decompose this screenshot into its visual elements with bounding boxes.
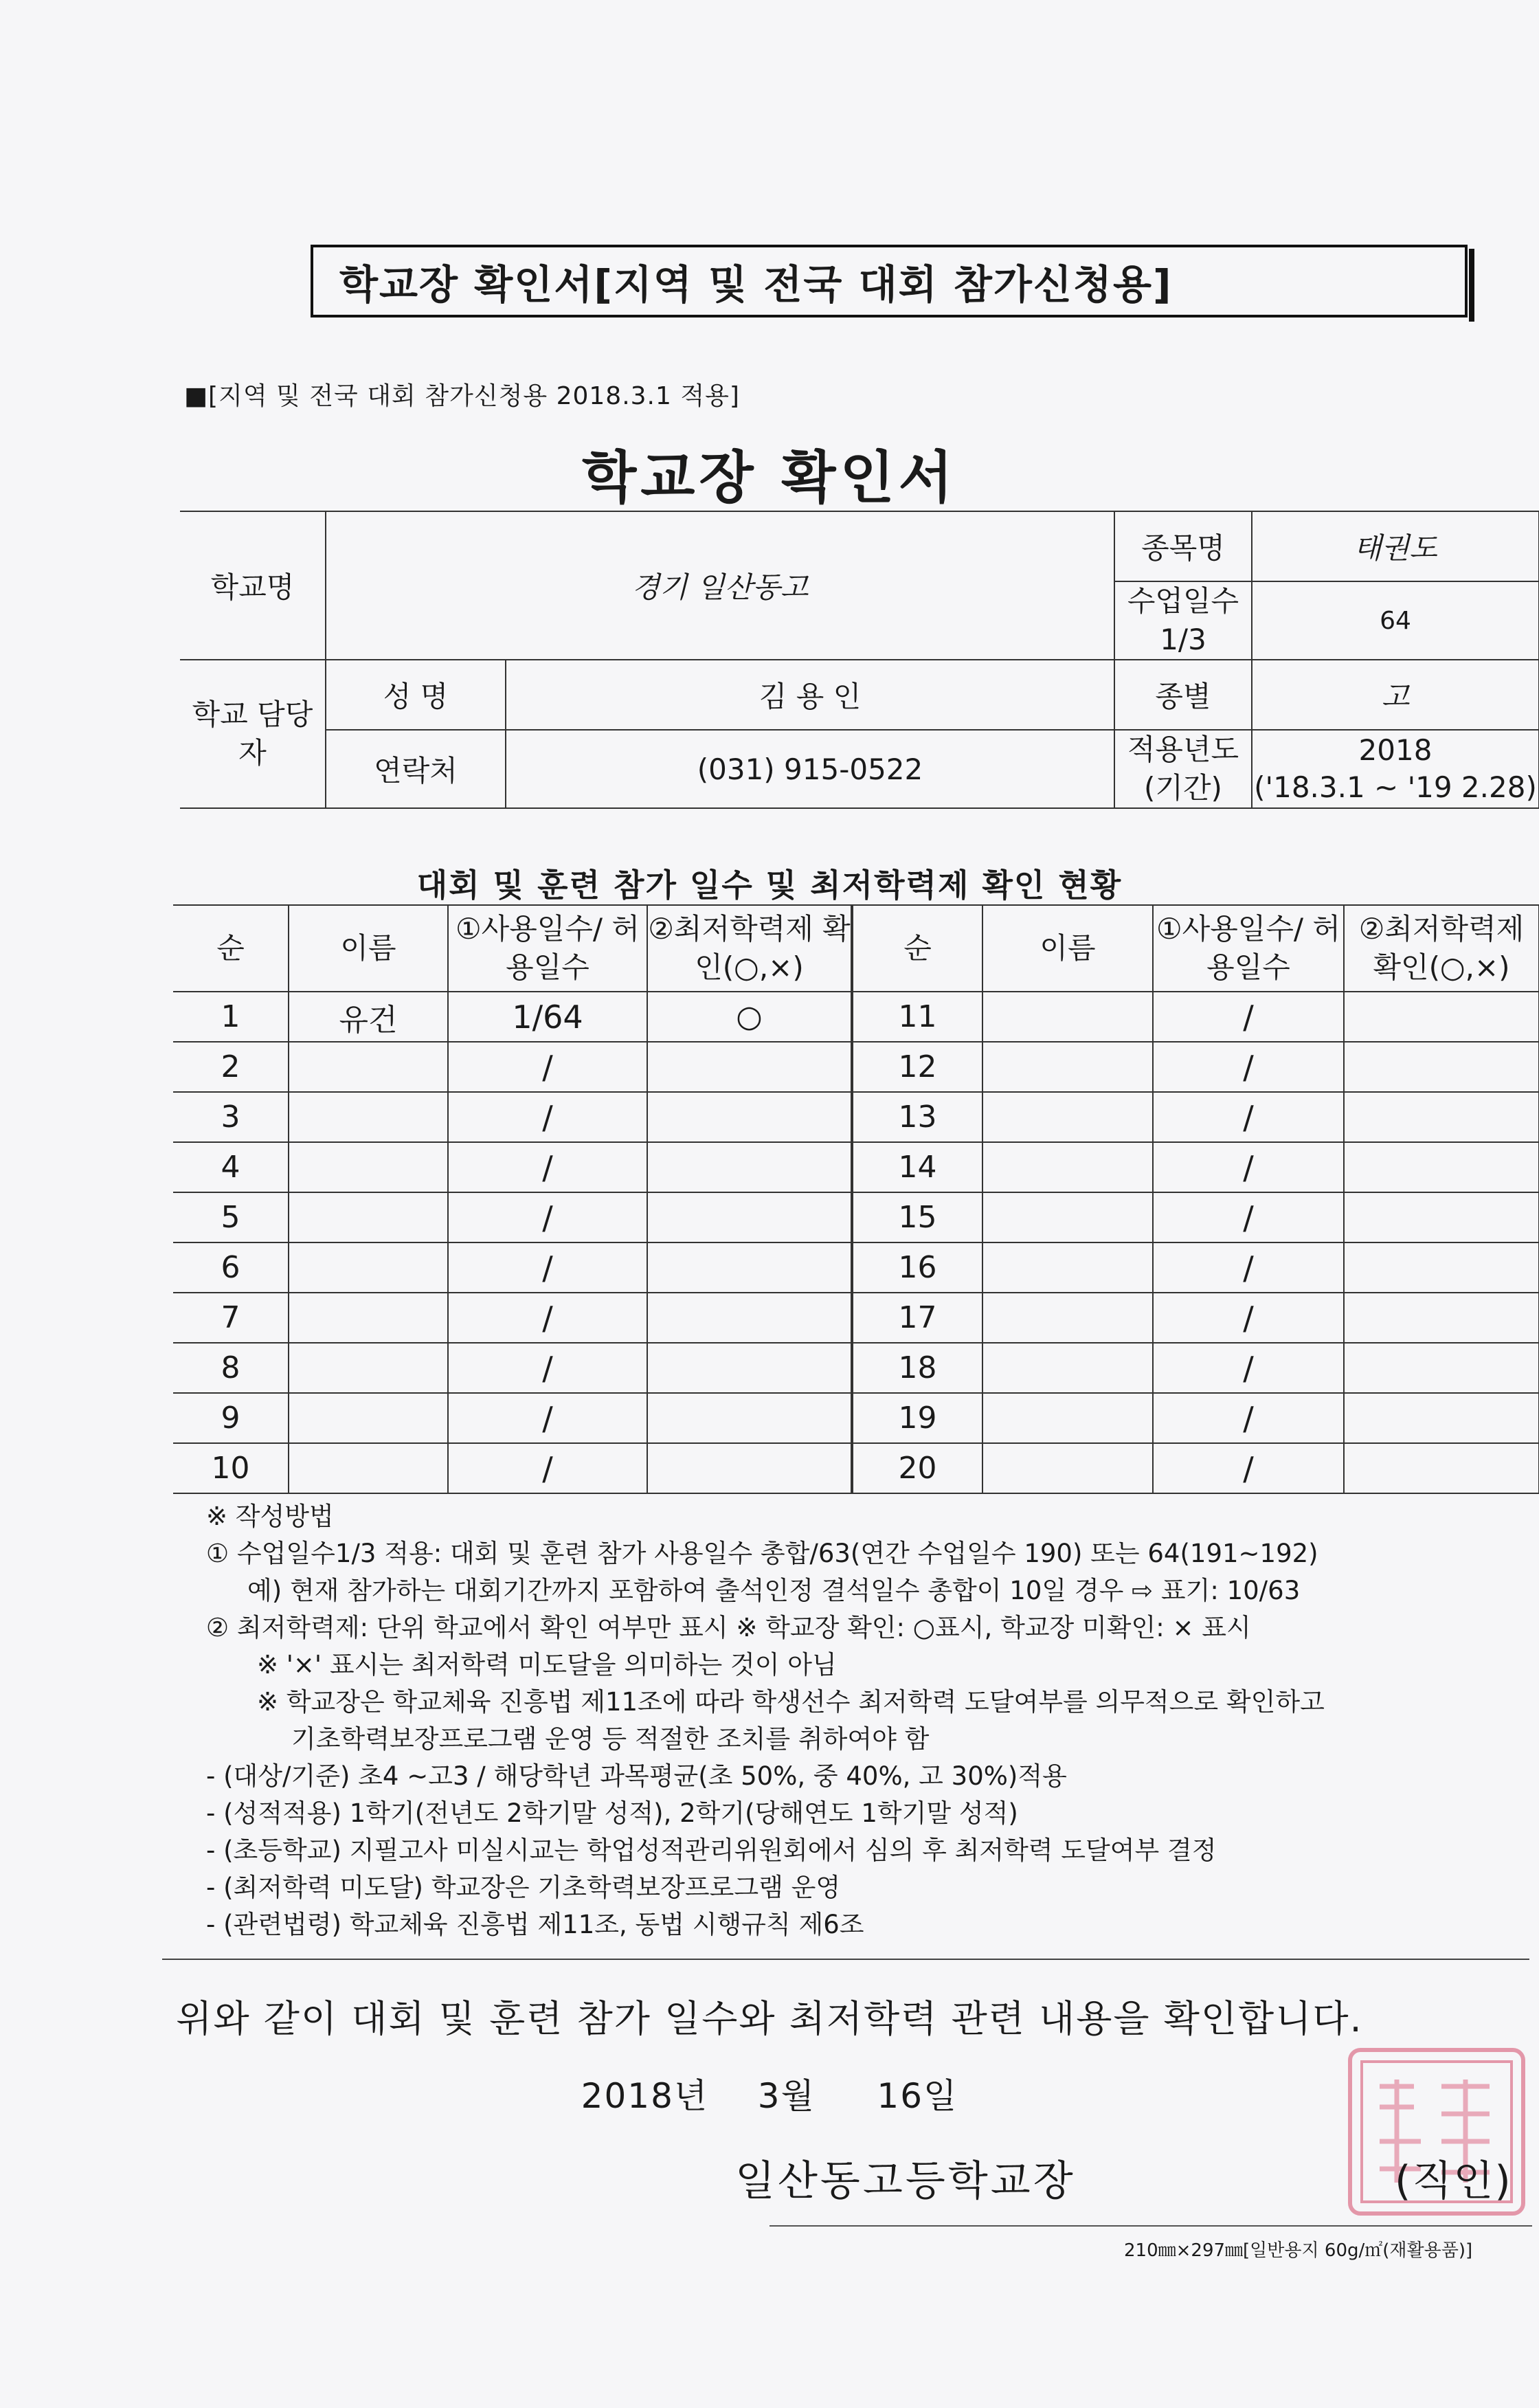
col-no-2: 순 bbox=[852, 905, 982, 992]
row-days: / bbox=[448, 1343, 647, 1393]
event-value: 태권도 bbox=[1252, 511, 1539, 581]
row-name bbox=[982, 1192, 1153, 1242]
phone-value: (031) 915-0522 bbox=[506, 730, 1114, 808]
type-label: 종별 bbox=[1114, 660, 1252, 730]
section-title: 대회 및 훈련 참가 일수 및 최저학력제 확인 현황 bbox=[416, 867, 1123, 904]
paper-spec: 210㎜×297㎜[일반용지 60g/㎡(재활용품)] bbox=[1124, 2240, 1473, 2261]
row-no: 11 bbox=[852, 992, 982, 1042]
document-title-box bbox=[311, 245, 1468, 317]
participation-rows bbox=[173, 992, 1539, 1493]
note-1b: 예) 현재 참가하는 대회기간까지 포함하여 출석인정 결석일수 총합이 10일 경우 ⇨ 표기: 10/63 bbox=[247, 1576, 1301, 1605]
note-1a: ① 수업일수1/3 적용: 대회 및 훈련 참가 사용일수 총합/63(연간 수업일수 190) 또는 64(191~192) bbox=[206, 1539, 1318, 1568]
row-no: 12 bbox=[852, 1042, 982, 1092]
row-name bbox=[289, 1393, 448, 1443]
row-mark bbox=[1344, 1192, 1539, 1242]
row-name bbox=[982, 1293, 1153, 1343]
row-mark bbox=[1344, 1092, 1539, 1142]
row-mark bbox=[647, 1092, 852, 1142]
row-days: / bbox=[1153, 1443, 1344, 1493]
row-mark bbox=[647, 1343, 852, 1393]
row-days: / bbox=[448, 1192, 647, 1242]
row-mark bbox=[1344, 1142, 1539, 1192]
table-row bbox=[173, 1293, 1539, 1343]
row-days: / bbox=[448, 1142, 647, 1192]
signature-divider bbox=[769, 2225, 1532, 2227]
row-no: 17 bbox=[852, 1293, 982, 1343]
date-line bbox=[0, 2069, 1539, 2118]
row-days: / bbox=[1153, 1293, 1344, 1343]
row-days: / bbox=[1153, 1042, 1344, 1092]
name-label: 성 명 bbox=[326, 660, 506, 730]
table-row bbox=[173, 1443, 1539, 1493]
row-no: 1 bbox=[173, 992, 289, 1042]
row-days: / bbox=[448, 1042, 647, 1092]
date-year: 2018년 bbox=[581, 2076, 709, 2116]
row-mark bbox=[1344, 992, 1539, 1042]
row-no: 4 bbox=[173, 1142, 289, 1192]
row-mark bbox=[647, 1242, 852, 1293]
row-name bbox=[982, 1393, 1153, 1443]
row-mark bbox=[1344, 1393, 1539, 1443]
table-row bbox=[173, 1343, 1539, 1393]
year-value: 2018 bbox=[1358, 733, 1433, 767]
col-days: ①사용일수/ 허용일수 bbox=[448, 905, 647, 992]
row-no: 10 bbox=[173, 1443, 289, 1493]
phone-label: 연락처 bbox=[326, 730, 506, 808]
row-name bbox=[289, 1092, 448, 1142]
note-2: ② 최저학력제: 단위 학교에서 확인 여부만 표시 ※ 학교장 확인: ○표시, 학교장 미확인: × 표시 bbox=[206, 1613, 1251, 1642]
detail-2: - (성적적용) 1학기(전년도 2학기말 성적), 2학기(당해연도 1학기말 성적) bbox=[206, 1798, 1018, 1828]
principal-title: 일산동고등학교장 bbox=[735, 2157, 1076, 2205]
row-name bbox=[982, 1242, 1153, 1293]
note-4a: ※ 학교장은 학교체육 진흥법 제11조에 따라 학생선수 최저학력 도달여부를 의무적으로 확인하고 bbox=[257, 1687, 1325, 1717]
row-no: 5 bbox=[173, 1192, 289, 1242]
row-name bbox=[982, 1092, 1153, 1142]
row-mark bbox=[647, 1443, 852, 1493]
row-name bbox=[289, 1293, 448, 1343]
document-title: 학교장 확인서[지역 및 전국 대회 참가신청용] bbox=[339, 261, 1173, 308]
row-days: / bbox=[1153, 1142, 1344, 1192]
notes-divider bbox=[162, 1959, 1529, 1960]
row-no: 14 bbox=[852, 1142, 982, 1192]
title-box-shadow bbox=[1469, 249, 1474, 322]
row-no: 2 bbox=[173, 1042, 289, 1092]
row-no: 19 bbox=[852, 1393, 982, 1443]
row-name bbox=[982, 1443, 1153, 1493]
table-header-row bbox=[173, 905, 1539, 992]
row-days: / bbox=[1153, 1092, 1344, 1142]
seal-label: (직인) bbox=[1395, 2157, 1512, 2205]
type-value: 고 bbox=[1252, 660, 1539, 730]
row-days: / bbox=[448, 1092, 647, 1142]
row-days: / bbox=[448, 1242, 647, 1293]
row-mark bbox=[1344, 1443, 1539, 1493]
main-title: 학교장 확인서 bbox=[582, 445, 957, 511]
row-no: 20 bbox=[852, 1443, 982, 1493]
notes-heading: ※ 작성방법 bbox=[206, 1502, 334, 1531]
table-row bbox=[173, 1092, 1539, 1142]
row-no: 8 bbox=[173, 1343, 289, 1393]
row-name bbox=[289, 1042, 448, 1092]
info-table bbox=[180, 511, 1539, 809]
table-row bbox=[173, 1042, 1539, 1092]
table-row bbox=[173, 1393, 1539, 1443]
row-days: / bbox=[1153, 992, 1344, 1042]
note-3: ※ '×' 표시는 최저학력 미도달을 의미하는 것이 아님 bbox=[257, 1650, 837, 1680]
col-min-2: ②최저학력제 확인(○,×) bbox=[1344, 905, 1539, 992]
row-name bbox=[982, 1343, 1153, 1393]
note-4b: 기초학력보장프로그램 운영 등 적절한 조치를 취하여야 함 bbox=[291, 1724, 930, 1754]
row-days: / bbox=[448, 1293, 647, 1343]
table-row bbox=[173, 1242, 1539, 1293]
participation-table bbox=[173, 904, 1539, 1494]
date-month: 3월 bbox=[757, 2076, 816, 2116]
row-name bbox=[289, 1142, 448, 1192]
detail-4: - (최저학력 미도달) 학교장은 기초학력보장프로그램 운영 bbox=[206, 1873, 841, 1902]
col-no: 순 bbox=[173, 905, 289, 992]
detail-1: - (대상/기준) 초4 ~고3 / 해당학년 과목평균(초 50%, 중 40%, 고 30%)적용 bbox=[206, 1761, 1067, 1791]
table-row bbox=[173, 1192, 1539, 1242]
row-name bbox=[982, 992, 1153, 1042]
table-row bbox=[173, 992, 1539, 1042]
row-no: 18 bbox=[852, 1343, 982, 1393]
row-no: 7 bbox=[173, 1293, 289, 1343]
row-mark bbox=[647, 1293, 852, 1343]
col-name: 이름 bbox=[289, 905, 448, 992]
days-label: 수업일수 1/3 bbox=[1114, 581, 1252, 660]
row-mark bbox=[647, 1393, 852, 1443]
year-period: ('18.3.1 ~ '19 2.28) bbox=[1254, 770, 1537, 804]
row-name bbox=[982, 1142, 1153, 1192]
name-value: 김 용 인 bbox=[506, 660, 1114, 730]
row-no: 15 bbox=[852, 1192, 982, 1242]
school-label: 학교명 bbox=[180, 511, 326, 660]
col-days-2: ①사용일수/ 허용일수 bbox=[1153, 905, 1344, 992]
detail-3: - (초등학교) 지필고사 미실시교는 학업성적관리위원회에서 심의 후 최저학력 도달여부 결정 bbox=[206, 1836, 1217, 1865]
row-days: 1/64 bbox=[448, 992, 647, 1042]
col-name-2: 이름 bbox=[982, 905, 1153, 992]
row-days: / bbox=[448, 1393, 647, 1443]
contact-person-label: 학교 담당자 bbox=[180, 660, 326, 808]
row-days: / bbox=[1153, 1242, 1344, 1293]
row-mark bbox=[647, 1042, 852, 1092]
row-mark bbox=[1344, 1042, 1539, 1092]
row-days: / bbox=[1153, 1192, 1344, 1242]
school-value: 경기 일산동고 bbox=[326, 511, 1114, 660]
row-mark bbox=[1344, 1242, 1539, 1293]
table-row bbox=[173, 1142, 1539, 1192]
row-name bbox=[289, 1343, 448, 1393]
row-no: 13 bbox=[852, 1092, 982, 1142]
year-label: 적용년도 (기간) bbox=[1114, 730, 1252, 808]
row-no: 16 bbox=[852, 1242, 982, 1293]
row-no: 3 bbox=[173, 1092, 289, 1142]
row-mark bbox=[647, 1192, 852, 1242]
row-name: 유건 bbox=[289, 992, 448, 1042]
row-days: / bbox=[448, 1443, 647, 1493]
row-mark bbox=[1344, 1343, 1539, 1393]
row-days: / bbox=[1153, 1343, 1344, 1393]
row-mark: ○ bbox=[647, 992, 852, 1042]
row-days: / bbox=[1153, 1393, 1344, 1443]
date-day: 16일 bbox=[877, 2076, 958, 2116]
row-mark bbox=[1344, 1293, 1539, 1343]
year-cell bbox=[1252, 730, 1539, 808]
row-name bbox=[289, 1443, 448, 1493]
row-mark bbox=[647, 1142, 852, 1192]
confirmation-statement: 위와 같이 대회 및 훈련 참가 일수와 최저학력 관련 내용을 확인합니다. bbox=[176, 1997, 1363, 2040]
row-name bbox=[289, 1192, 448, 1242]
col-min: ②최저학력제 확인(○,×) bbox=[647, 905, 852, 992]
days-value: 64 bbox=[1252, 581, 1539, 660]
row-name bbox=[289, 1242, 448, 1293]
form-subheader: ■[지역 및 전국 대회 참가신청용 2018.3.1 적용] bbox=[184, 382, 740, 410]
row-no: 9 bbox=[173, 1393, 289, 1443]
notes-section bbox=[206, 1498, 1525, 1943]
row-no: 6 bbox=[173, 1242, 289, 1293]
row-name bbox=[982, 1042, 1153, 1092]
event-label: 종목명 bbox=[1114, 511, 1252, 581]
detail-5: - (관련법령) 학교체육 진흥법 제11조, 동법 시행규칙 제6조 bbox=[206, 1910, 864, 1939]
